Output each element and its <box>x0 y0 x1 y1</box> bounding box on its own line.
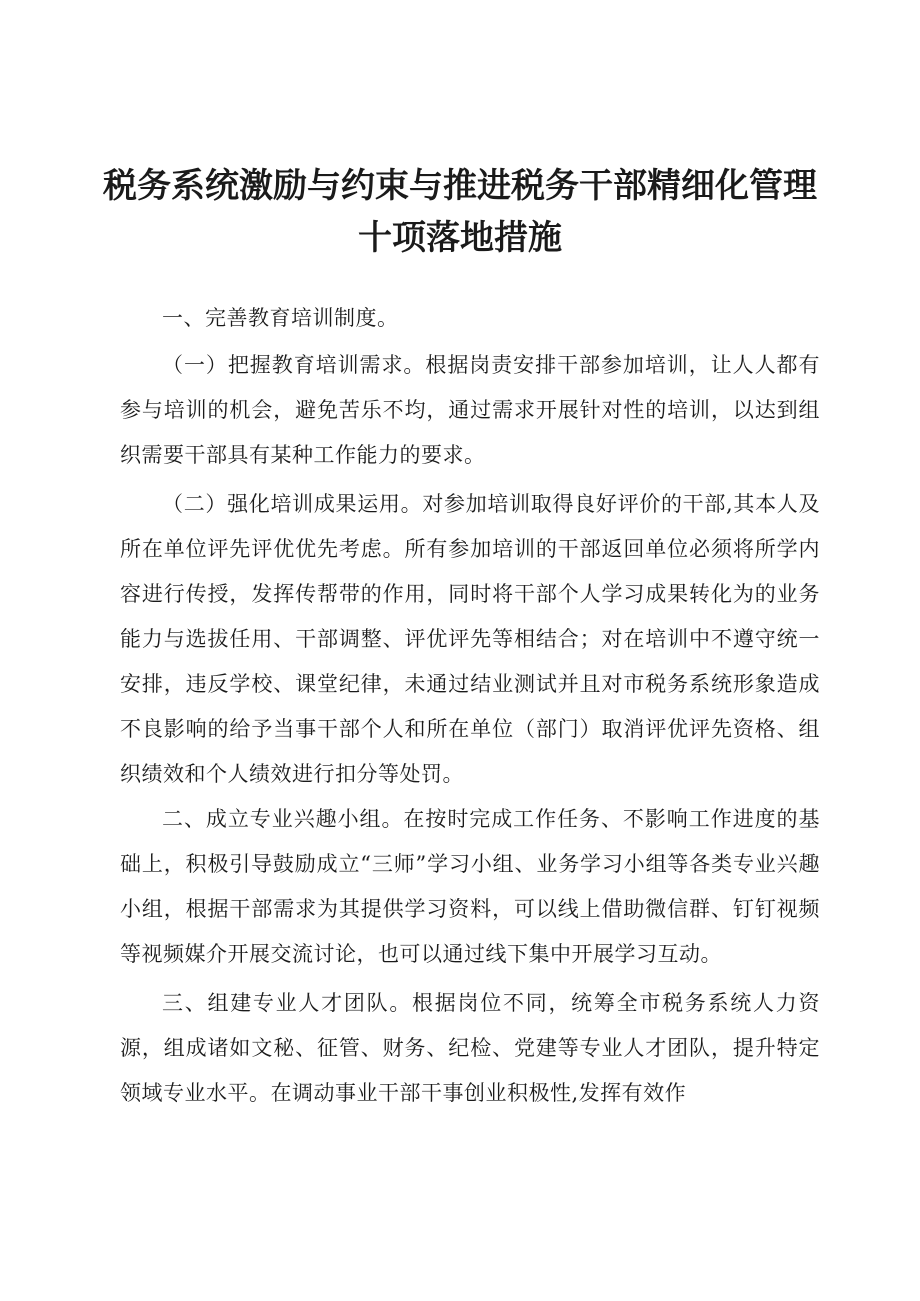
section-heading-1: 一、完善教育培训制度。 <box>162 306 399 330</box>
paragraph-2: 二、成立专业兴趣小组。在按时完成工作任务、不影响工作进度的基础上，积极引导鼓励成立“三师”学习小组、业务学习小组等各类专业兴趣小组，根据干部需求为其提供学习资料，可以线上借助微信群、钉钉视频等视频媒介开展交流讨论，也可以通过线下集中开展学习互动。 <box>120 807 820 966</box>
document-body <box>120 296 820 1116</box>
document-title: 税务系统激励与约束与推进税务干部精细化管理十项落地措施 <box>103 166 817 258</box>
paragraph-1-2: （二）强化培训成果运用。对参加培训取得良好评价的干部,其本人及所在单位评先评优优先考虑。所有参加培训的干部返回单位必须将所学内容进行传授，发挥传帮带的作用，同时将干部个人学习成果转化为的业务能力与选拔任用、干部调整、评优评先等相结合；对在培训中不遵守统一安排，违反学校、课堂纪律，未通过结业测试并且对市税务系统形象造成不良影响的给予当事干部个人和所在单位（部门）取消评优评先资格、组织绩效和个人绩效进行扣分等处罚。 <box>120 492 820 786</box>
paragraph-3: 三、组建专业人才团队。根据岗位不同，统筹全市税务系统人力资源，组成诸如文秘、征管、财务、纪检、党建等专业人才团队，提升特定领域专业水平。在调动事业干部干事创业积极性,发挥有效作 <box>120 991 820 1105</box>
paragraph-1-1: （一）把握教育培训需求。根据岗责安排干部参加培训，让人人都有参与培训的机会，避免苦乐不均，通过需求开展针对性的培训，以达到组织需要干部具有某种工作能力的要求。 <box>120 353 820 467</box>
